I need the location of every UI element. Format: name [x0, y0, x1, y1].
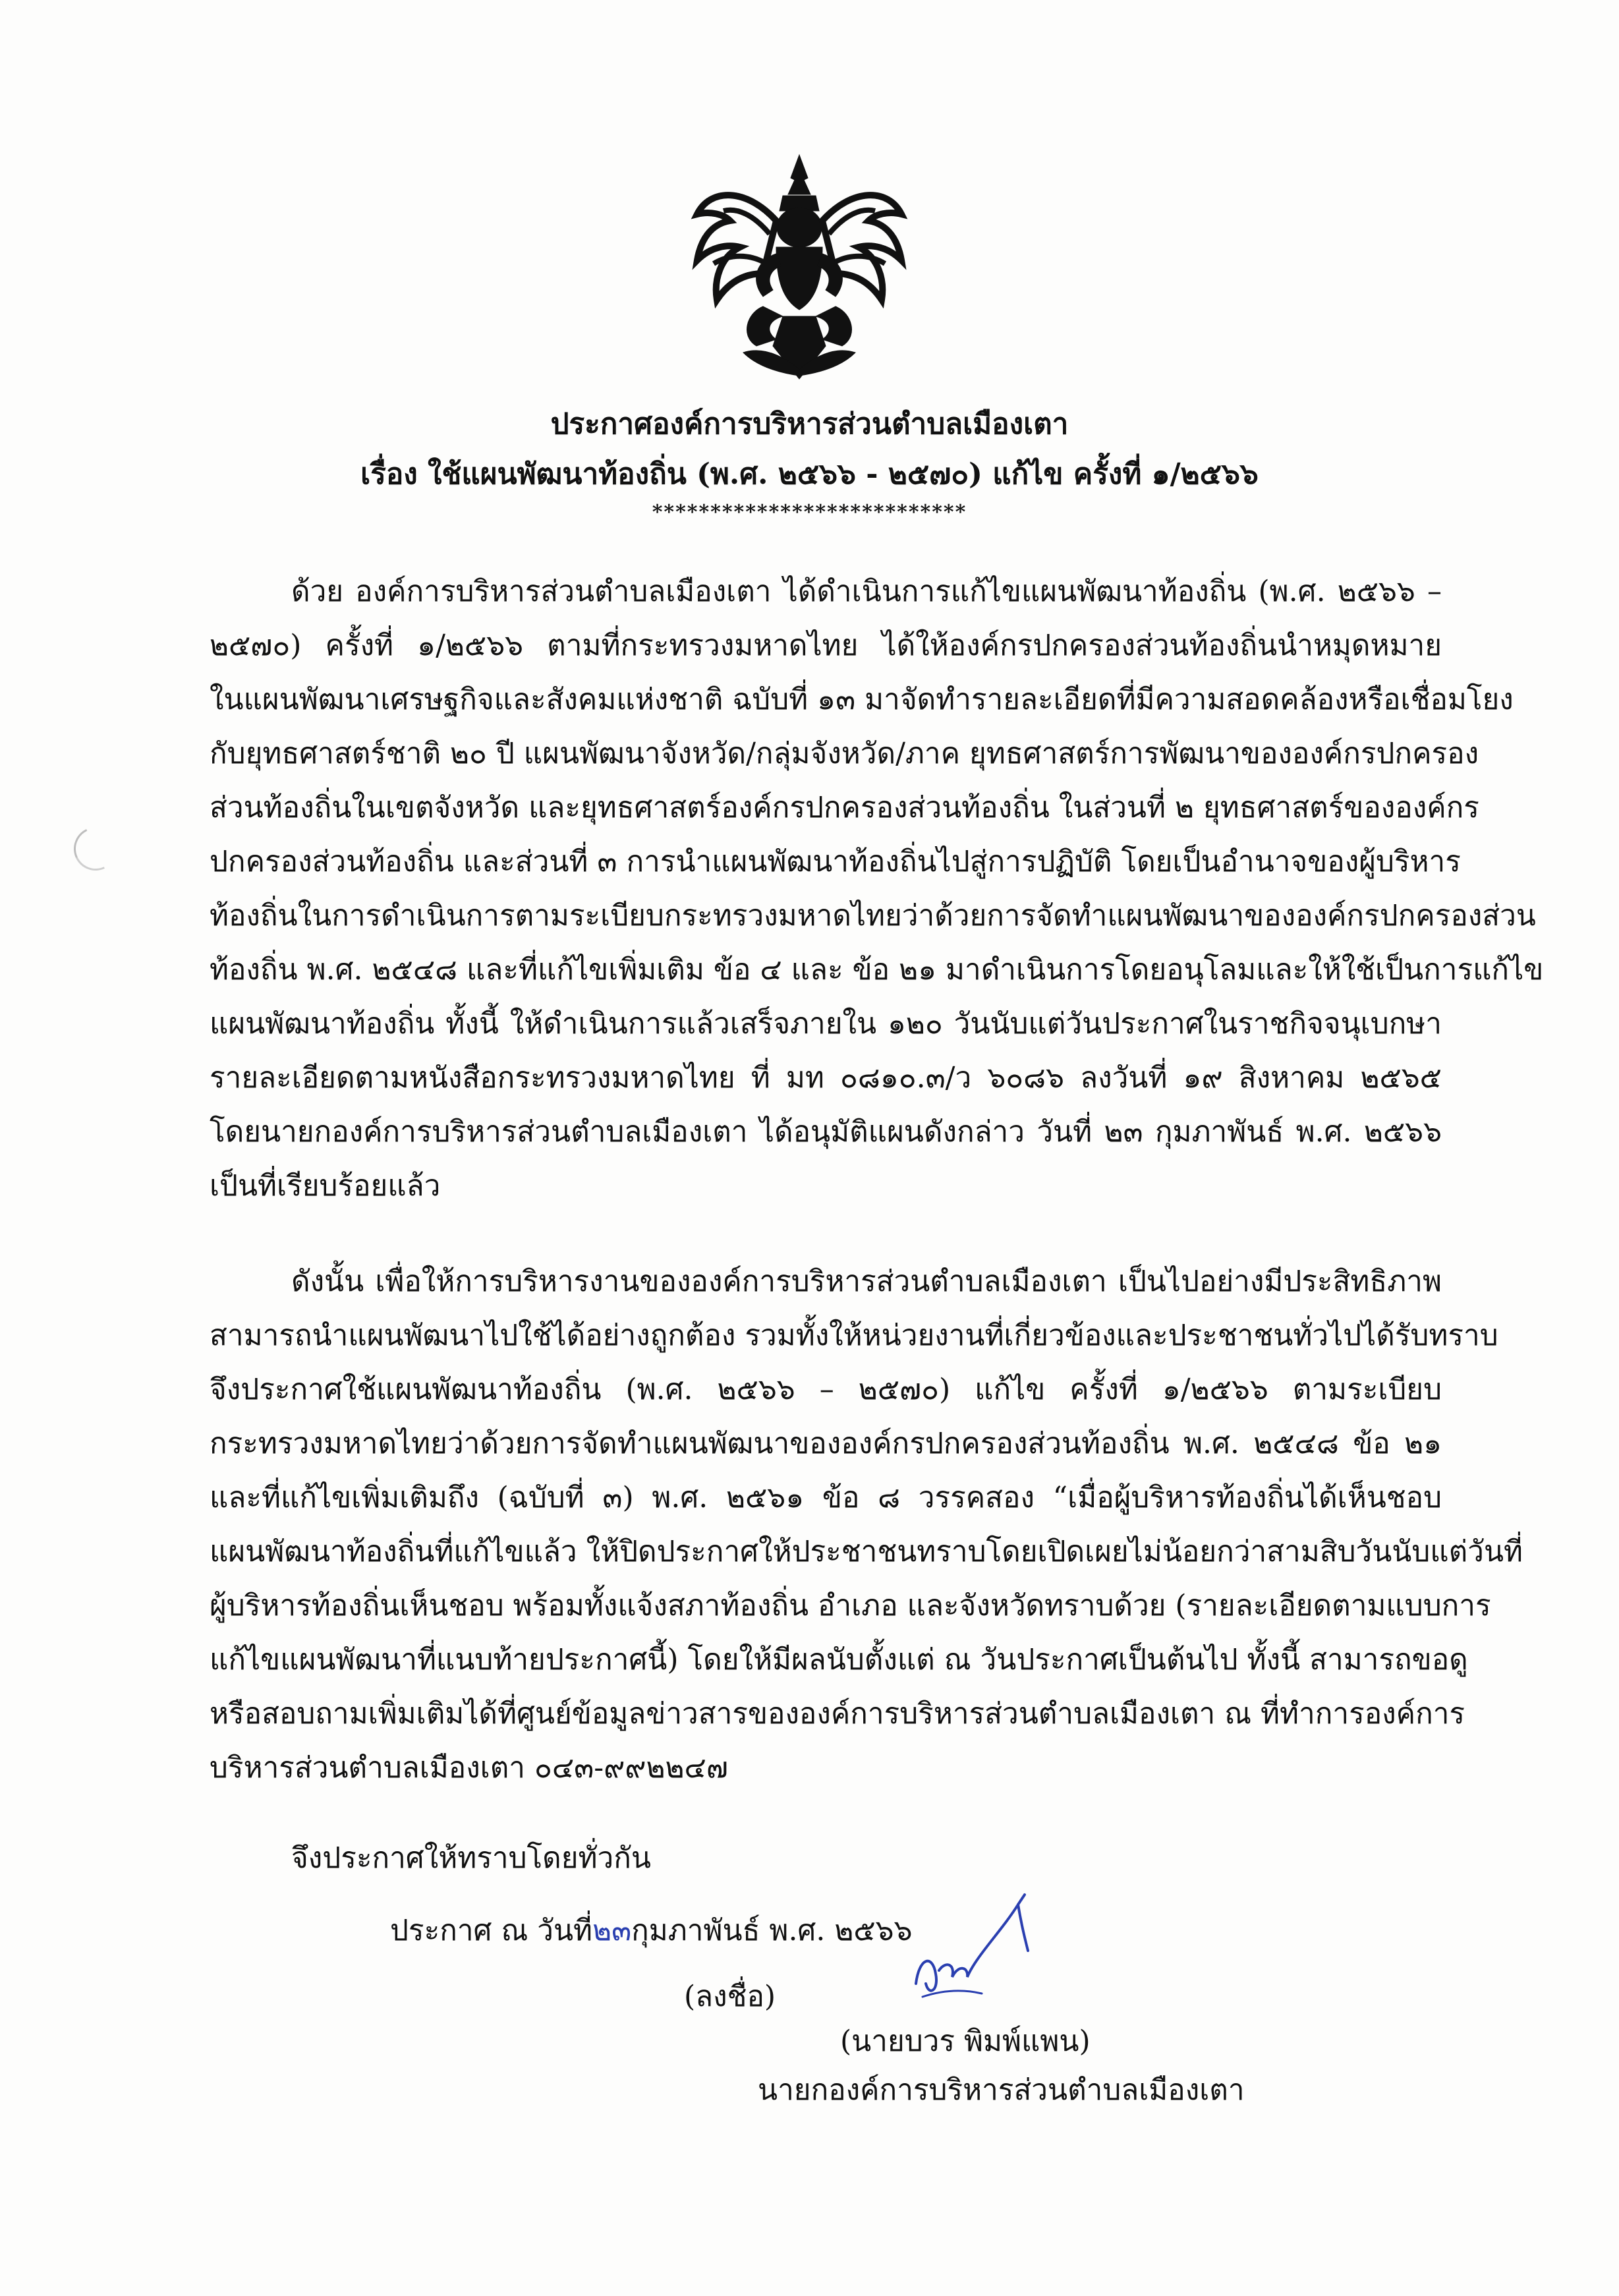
paragraph-2-line: และที่แก้ไขเพิ่มเติมถึง (ฉบับที่ ๓) พ.ศ. ๒๕๖๑ ข้อ ๘ วรรคสอง “เมื่อผู้บริหารท้องถิ่นได้เห็นชอบ — [210, 1481, 1442, 1514]
date-day-handwritten: ๒๓ — [592, 1914, 632, 1947]
paragraph-1-line: ท้องถิ่นในการดำเนินการตามระเบียบกระทรวงมหาดไทยว่าด้วยการจัดทำแผนพัฒนาขององค์กรปกครองส่วน — [210, 899, 1536, 933]
garuda-emblem-icon — [684, 148, 915, 386]
paragraph-1-line: ส่วนท้องถิ่นในเขตจังหวัด และยุทธศาสตร์องค์กรปกครองส่วนท้องถิ่น ในส่วนที่ ๒ ยุทธศาสตร์ขององค์กร — [210, 791, 1479, 824]
paragraph-2-line: บริหารส่วนตำบลเมืองเตา ๐๔๓-๙๙๒๒๔๗ — [210, 1751, 728, 1785]
paragraph-2-line: หรือสอบถามเพิ่มเติมได้ที่ศูนย์ข้อมูลข่าวสารขององค์การบริหารส่วนตำบลเมืองเตา ณ ที่ทำการองค์การ — [210, 1697, 1465, 1731]
paragraph-1-line: ท้องถิ่น พ.ศ. ๒๕๔๘ และที่แก้ไขเพิ่มเติม ข้อ ๔ และ ข้อ ๒๑ มาดำเนินการโดยอนุโลมและให้ใช้เป็นการแก้ไข — [210, 953, 1544, 987]
punch-hole-mark — [68, 821, 124, 877]
announcement-subject: เรื่อง ใช้แผนพัฒนาท้องถิ่น (พ.ศ. ๒๕๖๖ - ๒๕๗๐) แก้ไข ครั้งที่ ๑/๒๕๖๖ — [360, 457, 1259, 491]
signer-title: นายกองค์การบริหารส่วนตำบลเมืองเตา — [758, 2073, 1245, 2107]
paragraph-1-line: ในแผนพัฒนาเศรษฐกิจและสังคมแห่งชาติ ฉบับที่ ๑๓ มาจัดทำรายละเอียดที่มีความสอดคล้องหรือเชื่อมโยง — [210, 683, 1514, 716]
paragraph-2-line: ผู้บริหารท้องถิ่นเห็นชอบ พร้อมทั้งแจ้งสภาท้องถิ่น อำเภอ และจังหวัดทราบด้วย (รายละเอียดตามแบบการ — [210, 1589, 1491, 1622]
signer-name: (นายบวร พิมพ์แพน) — [840, 2024, 1091, 2058]
announcement-heading: ประกาศองค์การบริหารส่วนตำบลเมืองเตา — [550, 407, 1069, 441]
closing-statement: จึงประกาศให้ทราบโดยทั่วกัน — [291, 1841, 651, 1875]
paragraph-1-line: โดยนายกองค์การบริหารส่วนตำบลเมืองเตา ได้อนุมัติแผนดังกล่าว วันที่ ๒๓ กุมภาพันธ์ พ.ศ. ๒๕๖๖ — [210, 1115, 1442, 1149]
paragraph-2-line: กระทรวงมหาดไทยว่าด้วยการจัดทำแผนพัฒนาขององค์กรปกครองส่วนท้องถิ่น พ.ศ. ๒๕๔๘ ข้อ ๒๑ — [210, 1427, 1442, 1460]
paragraph-1-line: กับยุทธศาสตร์ชาติ ๒๐ ปี แผนพัฒนาจังหวัด/กลุ่มจังหวัด/ภาค ยุทธศาสตร์การพัฒนาขององค์กรปกครอง — [210, 737, 1479, 770]
date-suffix: กุมภาพันธ์ พ.ศ. ๒๕๖๖ — [631, 1914, 913, 1947]
announcement-date — [390, 1911, 913, 1951]
paragraph-2-line: จึงประกาศใช้แผนพัฒนาท้องถิ่น (พ.ศ. ๒๕๖๖ – ๒๕๗๐) แก้ไข ครั้งที่ ๑/๒๕๖๖ ตามระเบียบ — [210, 1373, 1442, 1406]
paragraph-1-line: แผนพัฒนาท้องถิ่น ทั้งนี้ ให้ดำเนินการแล้วเสร็จภายใน ๑๒๐ วันนับแต่วันประกาศในราชกิจจนุเบกษา — [210, 1007, 1442, 1041]
handwritten-signature-icon — [909, 1885, 1061, 2010]
paragraph-1-line: เป็นที่เรียบร้อยแล้ว — [210, 1169, 441, 1203]
date-prefix: ประกาศ ณ วันที่ — [390, 1914, 593, 1947]
paragraph-1-line: ด้วย องค์การบริหารส่วนตำบลเมืองเตา ได้ดำเนินการแก้ไขแผนพัฒนาท้องถิ่น (พ.ศ. ๒๕๖๖ – — [291, 575, 1442, 608]
paragraph-2-line: แก้ไขแผนพัฒนาที่แนบท้ายประกาศนี้) โดยให้มีผลนับตั้งแต่ ณ วันประกาศเป็นต้นไป ทั้งนี้ สามารถขอดู — [210, 1643, 1468, 1677]
paragraph-1-line: ๒๕๗๐) ครั้งที่ ๑/๒๕๖๖ ตามที่กระทรวงมหาดไทย ได้ให้องค์กรปกครองส่วนท้องถิ่นนำหมุดหมาย — [210, 629, 1442, 662]
paragraph-2-line: ดังนั้น เพื่อให้การบริหารงานขององค์การบริหารส่วนตำบลเมืองเตา เป็นไปอย่างมีประสิทธิภาพ — [291, 1265, 1442, 1298]
paragraph-1-line: รายละเอียดตามหนังสือกระทรวงมหาดไทย ที่ มท ๐๘๑๐.๓/ว ๖๐๘๖ ลงวันที่ ๑๙ สิงหาคม ๒๕๖๕ — [210, 1061, 1442, 1095]
paragraph-2-line: สามารถนำแผนพัฒนาไปใช้ได้อย่างถูกต้อง รวมทั้งให้หน่วยงานที่เกี่ยวข้องและประชาชนทั่วไปได้รับทราบ — [210, 1319, 1498, 1352]
paragraph-2-line: แผนพัฒนาท้องถิ่นที่แก้ไขแล้ว ให้ปิดประกาศให้ประชาชนทราบโดยเปิดเผยไม่น้อยกว่าสามสิบวันนับแต่วันที่ — [210, 1535, 1523, 1568]
paragraph-1-line: ปกครองส่วนท้องถิ่น และส่วนที่ ๓ การนำแผนพัฒนาท้องถิ่นไปสู่การปฏิบัติ โดยเป็นอำนาจของผู้บริหาร — [210, 845, 1461, 878]
separator-line: *************************** — [652, 501, 967, 524]
sign-label: (ลงชื่อ) — [684, 1980, 776, 2013]
